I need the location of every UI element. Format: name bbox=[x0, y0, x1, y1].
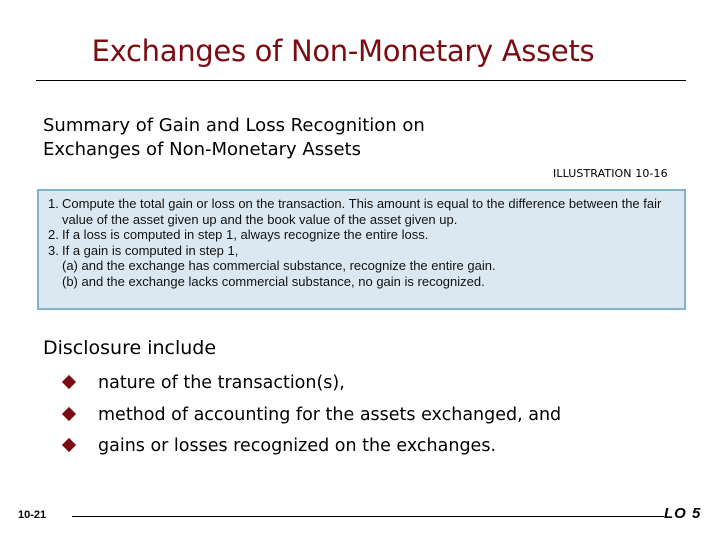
diamond-bullet-icon bbox=[62, 406, 76, 420]
summary-steps-list bbox=[48, 196, 682, 289]
learning-objective-label: LO 5 bbox=[664, 505, 702, 522]
disclosure-list bbox=[64, 368, 561, 463]
step-text: Compute the total gain or loss on the transaction. This amount is equal to the difference between the fair value of the asset given up and the book value of the asset given up. bbox=[62, 196, 662, 227]
summary-step-2 bbox=[48, 227, 682, 243]
step-text: If a loss is computed in step 1, always recognize the entire loss. bbox=[62, 227, 429, 242]
disclosure-item bbox=[64, 400, 561, 432]
disclosure-item bbox=[64, 431, 561, 463]
step-text: If a gain is computed in step 1, bbox=[62, 242, 239, 258]
disclosure-item bbox=[64, 368, 561, 400]
step-number: 3. bbox=[48, 242, 59, 258]
slide-title: Exchanges of Non-Monetary Assets bbox=[91, 34, 595, 68]
summary-box bbox=[37, 189, 686, 310]
disclosure-item-text: method of accounting for the assets exchanged, and bbox=[98, 404, 562, 425]
step-sub-a: (a) and the exchange has commercial substance, recognize the entire gain. bbox=[62, 258, 496, 273]
title-divider bbox=[36, 80, 686, 81]
disclosure-item-text: gains or losses recognized on the exchanges. bbox=[98, 436, 497, 456]
summary-step-3 bbox=[48, 243, 682, 290]
page-number: 10-21 bbox=[18, 509, 47, 521]
step-number: 2. bbox=[48, 227, 59, 242]
diamond-bullet-icon bbox=[62, 438, 76, 452]
step-sub-b: (b) and the exchange lacks commercial substance, no gain is recognized. bbox=[62, 273, 485, 289]
illustration-label: ILLUSTRATION 10-16 bbox=[553, 167, 668, 180]
disclosure-heading: Disclosure include bbox=[43, 337, 217, 359]
diamond-bullet-icon bbox=[62, 375, 76, 389]
disclosure-item-text: nature of the transaction(s), bbox=[98, 373, 345, 393]
summary-heading: Summary of Gain and Loss Recognition on Exchanges of Non-Monetary Assets bbox=[43, 115, 425, 160]
step-number: 1. bbox=[48, 196, 59, 211]
footer-divider bbox=[72, 516, 664, 517]
summary-step-1 bbox=[48, 196, 682, 227]
